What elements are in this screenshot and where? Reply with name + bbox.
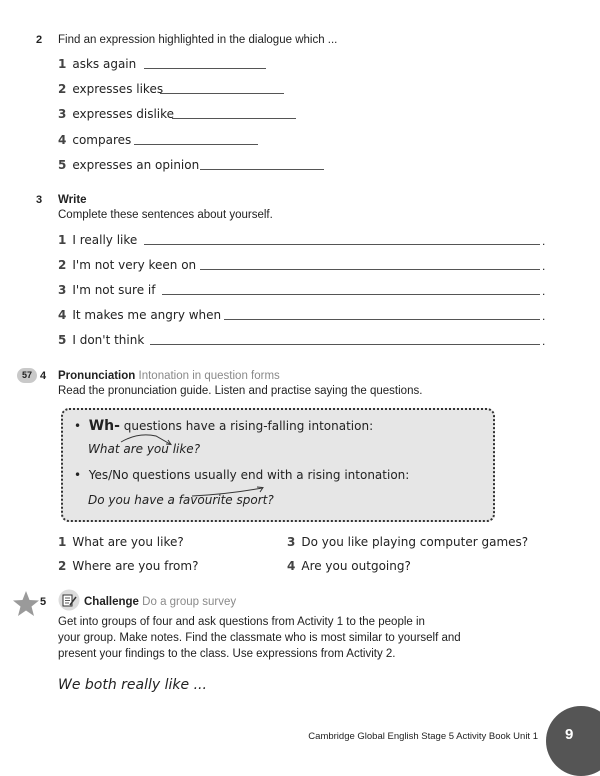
activity-4-instruction: Read the pronunciation guide. Listen and practise saying the questions. (58, 385, 423, 397)
end-period: . (542, 334, 546, 348)
answer-line[interactable] (162, 294, 540, 295)
end-period: . (542, 234, 546, 248)
guide-bullet-2: • Yes/No questions usually end with a rising intonation: (74, 468, 410, 482)
act2-item-3: 3 expresses dislike (58, 107, 175, 121)
answer-line[interactable] (150, 344, 540, 345)
guide-example-1: What are you like? (88, 442, 201, 456)
activity-4-title: Pronunciation Intonation in question forms (58, 370, 280, 382)
answer-line[interactable] (172, 118, 296, 119)
activity-2-instruction: Find an expression highlighted in the dialogue which ... (58, 34, 338, 46)
activity-2-number: 2 (36, 34, 43, 46)
challenge-body-line-2: your group. Make notes. Find the classmate who is most similar to yourself and (58, 632, 461, 644)
activity-4-number: 4 (40, 370, 47, 382)
answer-line[interactable] (160, 93, 284, 94)
footer-text: Cambridge Global English Stage 5 Activity Book Unit 1 (308, 731, 538, 742)
guide-example-2: Do you have a favourite sport? (88, 493, 274, 507)
question-1: 1 What are you like? (58, 535, 184, 549)
act3-item-5: 5 I don't think (58, 333, 145, 347)
answer-line[interactable] (144, 68, 266, 69)
star-icon (12, 590, 40, 618)
audio-track-badge[interactable]: 57 (17, 368, 37, 383)
question-2: 2 Where are you from? (58, 559, 199, 573)
answer-line[interactable] (144, 244, 540, 245)
act3-item-4: 4 It makes me angry when (58, 308, 222, 322)
answer-line[interactable] (200, 269, 540, 270)
end-period: . (542, 309, 546, 323)
act2-item-5: 5 expresses an opinion (58, 158, 200, 172)
notebook-pencil-icon (58, 589, 80, 611)
activity-3-title: Write (58, 194, 87, 206)
question-3: 3 Do you like playing computer games? (287, 535, 529, 549)
end-period: . (542, 259, 546, 273)
act3-item-2: 2 I'm not very keen on (58, 258, 197, 272)
rising-arrow-icon (190, 484, 270, 498)
act3-item-1: 1 I really like (58, 233, 138, 247)
challenge-body-line-1: Get into groups of four and ask questions from Activity 1 to the people in (58, 616, 425, 628)
end-period: . (542, 284, 546, 298)
act2-item-4: 4 compares (58, 133, 132, 147)
challenge-example: We both really like ... (58, 677, 207, 693)
answer-line[interactable] (224, 319, 540, 320)
intonation-arrow-icon (118, 432, 178, 446)
act2-item-1: 1 asks again (58, 57, 137, 71)
activity-3-number: 3 (36, 194, 43, 206)
activity-5-number: 5 (40, 596, 47, 608)
question-4: 4 Are you outgoing? (287, 559, 411, 573)
activity-5-title: Challenge Do a group survey (84, 596, 237, 608)
activity-3-instruction: Complete these sentences about yourself. (58, 209, 273, 221)
answer-line[interactable] (200, 169, 324, 170)
page-number: 9 (565, 726, 574, 743)
answer-line[interactable] (134, 144, 258, 145)
guide-bullet-1: • Wh- questions have a rising-falling intonation: (74, 418, 374, 434)
challenge-body-line-3: present your findings to the class. Use expressions from Activity 2. (58, 648, 396, 660)
act2-item-2: 2 expresses likes (58, 82, 164, 96)
act3-item-3: 3 I'm not sure if (58, 283, 156, 297)
